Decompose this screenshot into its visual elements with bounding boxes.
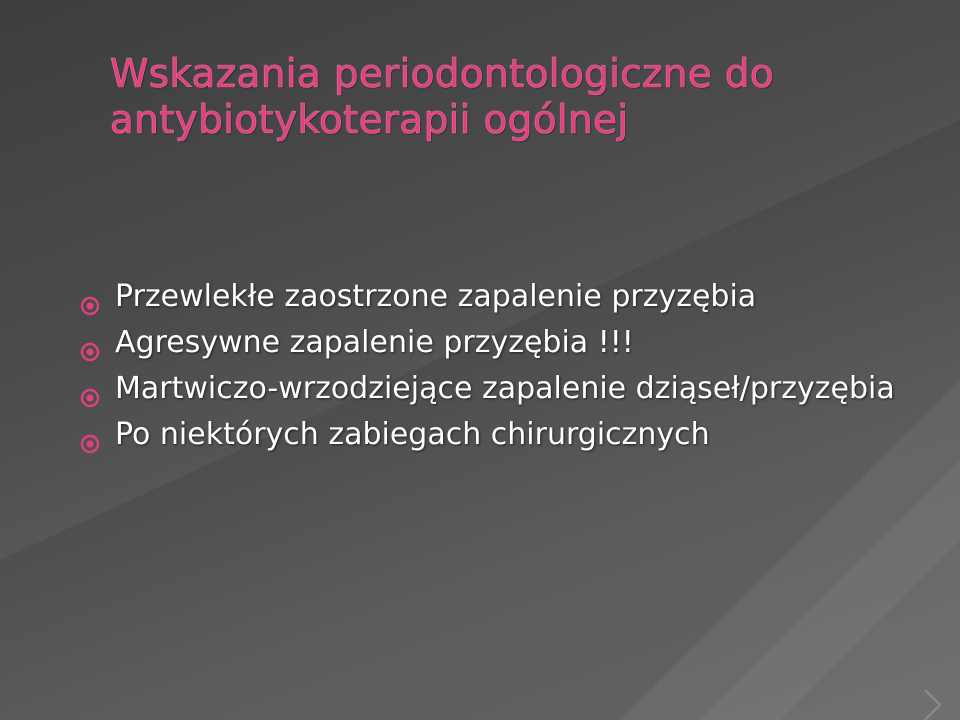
list-item [80, 324, 900, 362]
list-item [80, 416, 900, 454]
bullet-list [80, 278, 900, 462]
bullet-text: Po niektórych zabiegach chirurgicznych [115, 417, 710, 452]
circled-dot-icon [80, 426, 100, 446]
bullet-text: Agresywne zapalenie przyzębia !!! [115, 325, 634, 360]
bullet-text: Martwiczo-wrzodziejące zapalenie dziąseł/przyzębia [115, 371, 895, 406]
circled-dot-icon [80, 334, 100, 354]
bullet-text: Przewlekłe zaostrzone zapalenie przyzębia [115, 279, 757, 314]
list-item [80, 278, 900, 316]
list-item [80, 370, 900, 408]
circled-dot-icon [80, 288, 100, 308]
slide-title: Wskazania periodontologiczne do antybiotykoterapii ogólnej [110, 52, 775, 143]
circled-dot-icon [80, 380, 100, 400]
